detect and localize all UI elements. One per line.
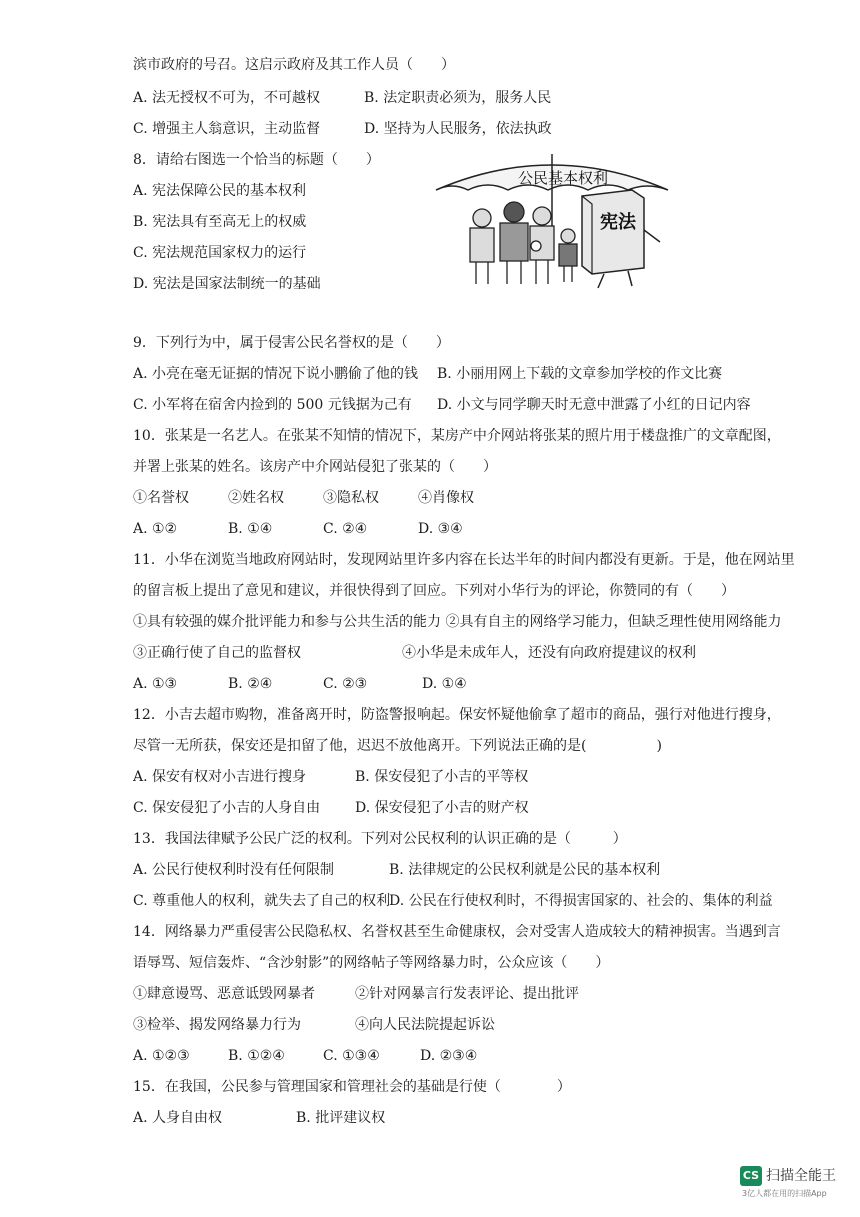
q10-option-b: B. ①④ [228, 521, 273, 537]
q10-statement-2: ②姓名权 [228, 490, 284, 506]
q14-option-b: B. ①②④ [228, 1048, 285, 1064]
q10-stem-1: 10．张某是一名艺人。在张某不知情的情况下，某房产中介网站将张某的照片用于楼盘推广的文章配图， [133, 428, 781, 444]
q12-option-d: D. 保安侵犯了小吉的财产权 [355, 800, 529, 816]
q15-stem: 15．在我国，公民参与管理国家和管理社会的基础是行使（ ） [133, 1079, 571, 1095]
constitution-book [582, 190, 660, 288]
q15-option-a: A. 人身自由权 [133, 1110, 223, 1126]
scanner-watermark [740, 1166, 850, 1206]
q7-option-d: D. 坚持为人民服务，依法执政 [364, 121, 552, 137]
q12-stem-1: 12．小吉去超市购物，准备离开时，防盗警报响起。保安怀疑他偷拿了超市的商品，强行对他进行搜身， [133, 707, 781, 723]
q9-stem: 9．下列行为中，属于侵害公民名誉权的是（ ） [133, 335, 450, 351]
q7-option-c: C. 增强主人翁意识，主动监督 [133, 121, 321, 137]
q11-statement-4: ④小华是未成年人，还没有向政府提建议的权利 [402, 645, 696, 661]
q13-option-d: D. 公民在行使权利时，不得损害国家的、社会的、集体的利益 [389, 893, 773, 909]
q11-stem-2: 的留言板上提出了意见和建议，并很快得到了回应。下列对小华行为的评论，你赞同的有（ ） [133, 583, 735, 599]
q11-option-c: C. ②③ [323, 676, 368, 692]
q8-option-b: B. 宪法具有至高无上的权威 [133, 214, 307, 230]
q14-statement-3: ③检举、揭发网络暴力行为 [133, 1017, 301, 1033]
q7-stem-tail: 滨市政府的号召。这启示政府及其工作人员（ ） [133, 57, 455, 73]
q8-option-a: A. 宪法保障公民的基本权利 [133, 183, 307, 199]
q11-option-a: A. ①③ [133, 676, 178, 692]
q11-stem-1: 11．小华在浏览当地政府网站时，发现网站里许多内容在长达半年的时间内都没有更新。于是，他在网站里 [133, 552, 795, 568]
q13-option-c: C. 尊重他人的权利，就失去了自己的权利 [133, 893, 391, 909]
q14-stem-1: 14．网络暴力严重侵害公民隐私权、名誉权甚至生命健康权，会对受害人造成较大的精神损害。当遇到言 [133, 924, 781, 940]
camscanner-logo-icon: CS [740, 1166, 762, 1186]
q8-option-c: C. 宪法规范国家权力的运行 [133, 245, 307, 261]
q11-statement-3: ③正确行使了自己的监督权 [133, 645, 301, 661]
q11-option-d: D. ①④ [422, 676, 467, 692]
q10-statement-1: ①名誉权 [133, 490, 189, 506]
q9-option-b: B. 小丽用网上下载的文章参加学校的作文比赛 [437, 366, 723, 382]
q10-option-a: A. ①② [133, 521, 178, 537]
q14-option-a: A. ①②③ [133, 1048, 190, 1064]
q13-option-a: A. 公民行使权利时没有任何限制 [133, 862, 335, 878]
q12-option-c: C. 保安侵犯了小吉的人身自由 [133, 800, 321, 816]
q11-option-b: B. ②④ [228, 676, 273, 692]
q15-option-b: B. 批评建议权 [296, 1110, 386, 1126]
q10-option-c: C. ②④ [323, 521, 368, 537]
q14-option-c: C. ①③④ [323, 1048, 380, 1064]
q14-option-d: D. ②③④ [420, 1048, 478, 1064]
q14-statement-1: ①肆意谩骂、恶意诋毁网暴者 [133, 986, 315, 1002]
q10-stem-2: 并署上张某的姓名。该房产中介网站侵犯了张某的（ ） [133, 459, 497, 475]
q13-stem: 13．我国法律赋予公民广泛的权利。下列对公民权利的认识正确的是（ ） [133, 831, 627, 847]
scanner-brand-name: 扫描全能王 [766, 1168, 836, 1184]
scanner-brand-slogan: 3亿人都在用的扫描App [742, 1189, 827, 1198]
q10-option-d: D. ③④ [418, 521, 463, 537]
q8-stem: 8．请给右图选一个恰当的标题（ ） [133, 152, 380, 168]
q10-statement-3: ③隐私权 [323, 490, 379, 506]
q11-statements-1-2: ①具有较强的媒介批评能力和参与公共生活的能力 ②具有自主的网络学习能力，但缺乏理性使用网络能力 [133, 614, 782, 630]
q12-option-b: B. 保安侵犯了小吉的平等权 [355, 769, 529, 785]
q8-option-d: D. 宪法是国家法制统一的基础 [133, 276, 321, 292]
q10-statement-4: ④肖像权 [418, 490, 474, 506]
q7-option-a: A. 法无授权不可为，不可越权 [133, 90, 321, 106]
q7-option-b: B. 法定职责必须为，服务人民 [364, 90, 552, 106]
q12-option-a: A. 保安有权对小吉进行搜身 [133, 769, 307, 785]
q14-statement-4: ④向人民法院提起诉讼 [355, 1017, 495, 1033]
q12-stem-2: 尽管一无所获，保安还是扣留了他，迟迟不放他离开。下列说法正确的是( ) [133, 738, 662, 754]
umbrella-label: 公民基本权利 [518, 169, 609, 187]
q13-option-b: B. 法律规定的公民权利就是公民的基本权利 [389, 862, 661, 878]
q14-statement-2: ②针对网暴言行发表评论、提出批评 [355, 986, 579, 1002]
book-label: 宪法 [600, 212, 636, 233]
q9-option-a: A. 小亮在毫无证据的情况下说小鹏偷了他的钱 [133, 366, 419, 382]
q9-option-d: D. 小文与同学聊天时无意中泄露了小红的日记内容 [437, 397, 751, 413]
q9-option-c: C. 小军将在宿舍内捡到的 500 元钱据为己有 [133, 397, 412, 413]
q14-stem-2: 语辱骂、短信轰炸、“含沙射影”的网络帖子等网络暴力时，公众应该（ ） [133, 955, 610, 971]
constitution-umbrella-illustration [432, 150, 672, 290]
